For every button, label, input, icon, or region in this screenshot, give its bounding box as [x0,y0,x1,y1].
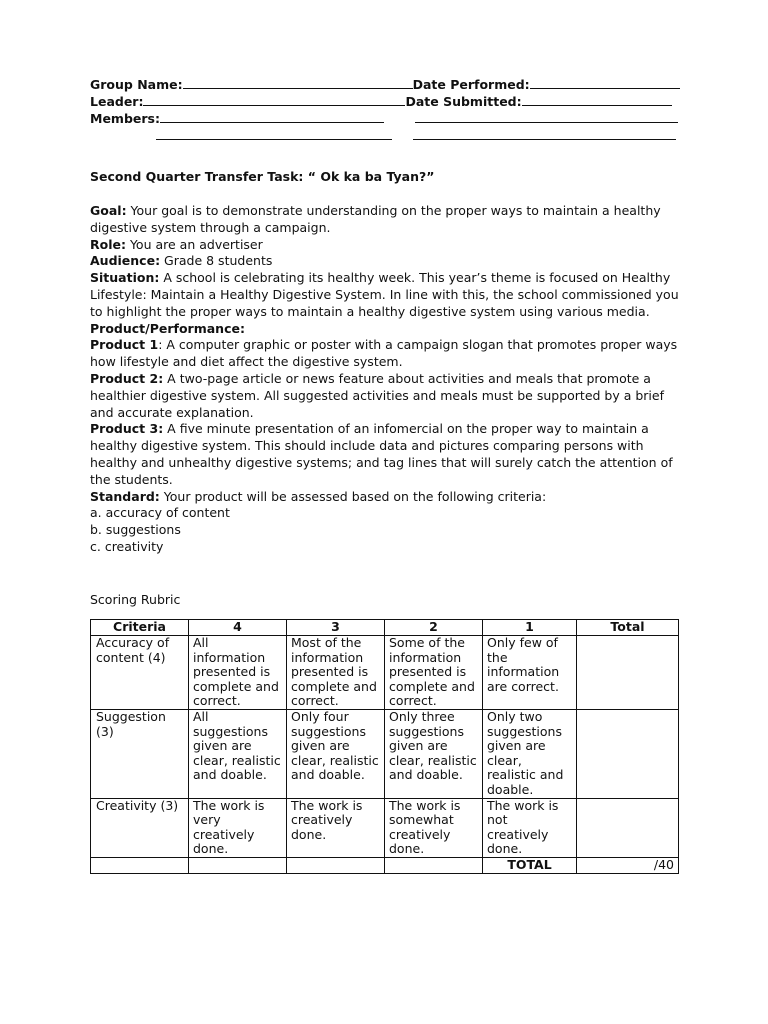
date-submitted-label: Date Submitted: [405,94,522,109]
role-label: Role: [90,236,126,252]
leader-label: Leader: [90,94,144,109]
rubric-total-row [91,857,679,873]
rubric-header-cell: 2 [385,620,483,636]
criteria-item: c. creativity [90,538,164,554]
rubric-total-cell [577,798,679,857]
rubric-empty-cell [189,857,287,873]
rubric-header-cell: Total [577,620,679,636]
group-name-label: Group Name: [90,77,183,92]
situation-paragraph [90,270,682,320]
task-description [90,203,682,556]
date-performed-label: Date Performed: [412,77,530,92]
rubric-header-row [91,620,679,636]
rubric-total-value: /40 [577,857,679,873]
rubric-total-label: TOTAL [483,857,577,873]
rubric-cell: All suggestions given are clear, realistic and doable. [189,709,287,798]
date-performed-blank [530,77,680,89]
product2-text: A two-page article or news feature about activities and meals that promote a healthier digestive system. All suggested activities and meals must be supported by a brief and accurate explanation. [90,370,664,420]
members-row [90,111,690,128]
product1-label: Product 1 [90,337,159,353]
rubric-header-cell: 4 [189,620,287,636]
rubric-header-cell: 1 [483,620,577,636]
leader-blank [143,94,405,106]
audience-label: Audience: [90,253,161,269]
rubric-cell: Only four suggestions given are clear, realistic and doable. [287,709,385,798]
role-text: You are an advertiser [125,236,263,252]
product3-label: Product 3: [90,421,164,437]
rubric-header-cell: 3 [287,620,385,636]
member-blank-4 [413,128,676,140]
situation-text: A school is celebrating its healthy week. This year’s theme is focused on Healthy Lifestyle: Maintain a Healthy Digestive System. In line with this, the school commissioned you to highlight the proper ways to maintain a healthy digestive system using various media. [90,270,679,319]
rubric-empty-cell [287,857,385,873]
group-info-header [90,77,690,145]
rubric-cell: Some of the information presented is complete and correct. [385,636,483,710]
goal-label: Goal: [90,203,127,218]
scoring-rubric-table [90,619,679,874]
rubric-cell: The work is somewhat creatively done. [385,798,483,857]
rubric-empty-cell [385,857,483,873]
goal-paragraph [90,203,682,237]
role-paragraph [90,237,682,254]
rubric-cell: The work is very creatively done. [189,798,287,857]
members-row-2 [90,128,690,145]
product2-paragraph [90,371,682,421]
standard-label: Standard: [90,488,160,504]
rubric-criteria-cell: Suggestion (3) [91,709,189,798]
rubric-cell: Only few of the information are correct. [483,636,577,710]
rubric-total-cell [577,636,679,710]
rubric-cell: All information presented is complete and correct. [189,636,287,710]
goal-text: Your goal is to demonstrate understanding on the proper ways to maintain a healthy digestive system through a campaign. [90,203,661,235]
scoring-rubric-label: Scoring Rubric [90,592,181,607]
date-submitted-blank [522,94,672,106]
situation-label: Situation: [90,270,160,286]
rubric-cell: Only three suggestions given are clear, realistic and doable. [385,709,483,798]
rubric-cell: The work is creatively done. [287,798,385,857]
standard-text: Your product will be assessed based on the following criteria: [159,488,547,504]
rubric-total-cell [577,709,679,798]
rubric-cell: Most of the information presented is complete and correct. [287,636,385,710]
rubric-cell: Only two suggestions given are clear, realistic and doable. [483,709,577,798]
leader-row [90,94,690,111]
audience-paragraph [90,253,682,270]
table-row [91,709,679,798]
rubric-header-cell: Criteria [91,620,189,636]
rubric-empty-cell [91,857,189,873]
member-blank-1 [160,111,384,123]
member-blank-2 [415,111,678,123]
product3-paragraph [90,421,682,488]
task-title: Second Quarter Transfer Task: “ Ok ka ba Tyan?” [90,169,435,184]
table-row [91,636,679,710]
product1-paragraph [90,337,682,371]
product-performance-heading: Product/Performance: [90,320,245,336]
audience-text: Grade 8 students [160,253,273,269]
rubric-cell: The work is not creatively done. [483,798,577,857]
criteria-item: b. suggestions [90,522,181,538]
group-name-row [90,77,690,94]
table-row [91,798,679,857]
group-name-blank [183,77,413,89]
member-blank-3 [156,128,392,140]
product1-text: : A computer graphic or poster with a campaign slogan that promotes proper ways how lifestyle and diet affect the digestive system. [90,337,678,370]
criteria-item: a. accuracy of content [90,505,230,521]
standard-paragraph [90,489,682,506]
rubric-criteria-cell: Creativity (3) [91,798,189,857]
product2-label: Product 2: [90,370,164,386]
members-label: Members: [90,111,160,126]
product3-text: A five minute presentation of an infomercial on the proper way to maintain a healthy digestive system. This should include data and pictures comparing persons with healthy and unhealthy digestive systems; and tag lines that will surely catch the attention of the students. [90,421,673,487]
rubric-criteria-cell: Accuracy of content (4) [91,636,189,710]
